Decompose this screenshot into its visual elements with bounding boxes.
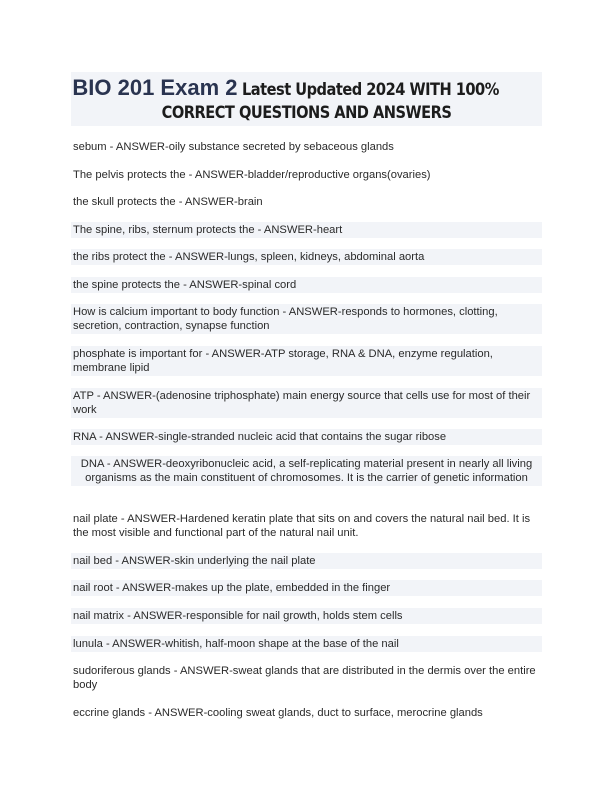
qa-entry-nail-root: nail root - ANSWER-makes up the plate, embedded in the finger xyxy=(71,580,542,596)
qa-entry-sebum: sebum - ANSWER-oily substance secreted by sebaceous glands xyxy=(73,141,394,153)
qa-entry-spine-ribs-sternum: The spine, ribs, sternum protects the - ANSWER-heart xyxy=(71,222,542,238)
qa-entry-rna: RNA - ANSWER-single-stranded nucleic acid that contains the sugar ribose xyxy=(71,429,542,445)
title-course: BIO 201 Exam 2 xyxy=(72,75,238,100)
qa-entry-calcium: How is calcium important to body function - ANSWER-responds to hormones, clotting, secretion, contraction, synapse function xyxy=(71,304,542,334)
title-banner xyxy=(71,72,542,126)
title-line-1 xyxy=(71,74,542,102)
qa-entry-nail-matrix: nail matrix - ANSWER-responsible for nail growth, holds stem cells xyxy=(71,608,542,624)
qa-entry-ribs: the ribs protect the - ANSWER-lungs, spleen, kidneys, abdominal aorta xyxy=(71,249,542,265)
qa-entry-dna: DNA - ANSWER-deoxyribonucleic acid, a self-replicating material present in nearly all living organisms as the main constituent of chromosomes. It is the carrier of genetic information xyxy=(71,456,542,486)
title-subtitle-part-1: Latest Updated 2024 WITH 100% xyxy=(241,80,499,100)
title-subtitle-part-2: CORRECT QUESTIONS AND ANSWERS xyxy=(161,103,452,123)
qa-entry-eccrine-glands: eccrine glands - ANSWER-cooling sweat glands, duct to surface, merocrine glands xyxy=(73,707,483,719)
qa-entry-sudoriferous-glands: sudoriferous glands - ANSWER-sweat glands that are distributed in the dermis over the entire body xyxy=(73,665,536,691)
qa-entry-nail-plate: nail plate - ANSWER-Hardened keratin plate that sits on and covers the natural nail bed. It is the most visible and functional part of the natural nail unit. xyxy=(73,513,531,539)
qa-entry-skull: the skull protects the - ANSWER-brain xyxy=(73,196,263,208)
qa-entry-nail-bed: nail bed - ANSWER-skin underlying the nail plate xyxy=(71,553,542,569)
qa-entry-phosphate: phosphate is important for - ANSWER-ATP storage, RNA & DNA, enzyme regulation, membrane lipid xyxy=(71,346,542,376)
qa-entry-atp: ATP - ANSWER-(adenosine triphosphate) main energy source that cells use for most of their work xyxy=(71,388,542,418)
qa-entry-pelvis: The pelvis protects the - ANSWER-bladder/reproductive organs(ovaries) xyxy=(73,169,431,181)
qa-entry-spine: the spine protects the - ANSWER-spinal cord xyxy=(71,277,542,293)
qa-entry-lunula: lunula - ANSWER-whitish, half-moon shape at the base of the nail xyxy=(71,636,542,652)
